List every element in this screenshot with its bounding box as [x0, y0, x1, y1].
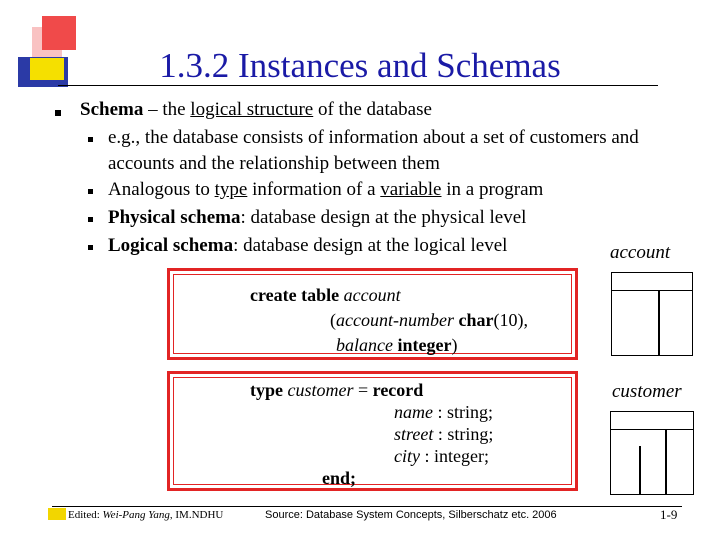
account-table-column-line: [658, 290, 660, 355]
code-line-account-number: (account-number char(10),: [330, 310, 528, 330]
code-line-end: end;: [322, 468, 357, 488]
footer-source: Source: Database System Concepts, Silberschatz etc. 2006: [265, 509, 557, 521]
customer-table-header-line: [611, 429, 693, 430]
sub-bullet-1-line-2: accounts and the relationship between them: [108, 153, 440, 174]
account-table-drawing: [611, 272, 693, 356]
code-line-field-name: name : string;: [394, 402, 494, 422]
code-line-balance: balance integer): [336, 335, 458, 355]
sub-bullet-2: Analogous to type information of a variable in a program: [108, 179, 544, 200]
footer-logo-block: [48, 508, 66, 520]
code-line-type-customer: type customer = record: [250, 380, 424, 400]
sub-bullet-3: Physical schema: database design at the physical level: [108, 207, 527, 228]
account-label: account: [610, 242, 671, 263]
slide-title: 1.3.2 Instances and Schemas: [159, 46, 561, 85]
customer-table-column-line-1: [639, 446, 641, 494]
account-code-box: [167, 268, 578, 360]
account-table-header-line: [612, 290, 692, 291]
schema-term: Schema: [80, 99, 144, 120]
sub-bullet-icon: [88, 137, 93, 142]
footer-editor: Edited: Wei-Pang Yang, IM.NDHU: [68, 509, 224, 521]
footer-divider: [52, 506, 682, 507]
sub-bullet-4: Logical schema: database design at the logical level: [108, 235, 508, 256]
logo-red-square: [42, 16, 76, 50]
main-bullet-text: Schema – the logical structure of the database: [80, 99, 432, 120]
code-line-field-city: city : integer;: [394, 446, 489, 466]
code-line-field-street: street : string;: [394, 424, 494, 444]
sub-bullet-icon: [88, 245, 93, 250]
customer-code-box: [167, 371, 578, 491]
page-number: 1-9: [660, 507, 678, 522]
sub-bullet-1-line-1: e.g., the database consists of information about a set of customers and: [108, 127, 639, 148]
customer-table-drawing: [610, 411, 694, 495]
customer-table-column-line-2: [665, 430, 667, 494]
sub-bullet-icon: [88, 217, 93, 222]
sub-bullet-icon: [88, 189, 93, 194]
customer-label: customer: [612, 381, 682, 402]
code-line-create-table: create table account: [250, 285, 401, 305]
bullet-icon: [55, 110, 61, 116]
